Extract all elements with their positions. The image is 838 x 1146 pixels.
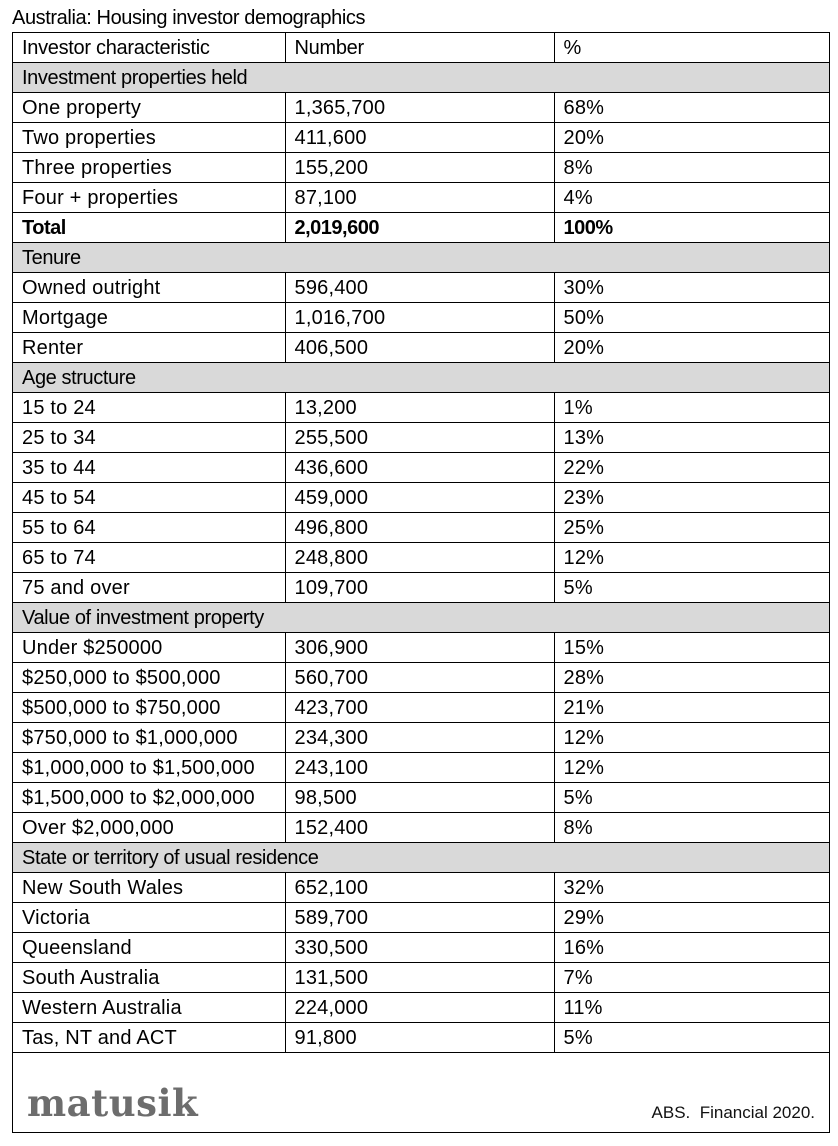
row-percent: 1%: [554, 393, 829, 423]
matusik-logo: matusik: [27, 1081, 199, 1125]
row-label: $250,000 to $500,000: [13, 663, 285, 693]
row-number: 652,100: [285, 873, 554, 903]
row-number: 91,800: [285, 1023, 554, 1053]
table-row: [13, 633, 829, 663]
total-label: Total: [13, 213, 285, 243]
table-row: [13, 933, 829, 963]
row-number: 330,500: [285, 933, 554, 963]
table-row: [13, 753, 829, 783]
table-row: [13, 543, 829, 573]
section-header-row: [13, 603, 829, 633]
row-number: 560,700: [285, 663, 554, 693]
row-label: Mortgage: [13, 303, 285, 333]
row-label: One property: [13, 93, 285, 123]
table-row: [13, 333, 829, 363]
total-percent: 100%: [554, 213, 829, 243]
row-percent: 22%: [554, 453, 829, 483]
row-label: Owned outright: [13, 273, 285, 303]
row-number: 1,016,700: [285, 303, 554, 333]
row-number: 131,500: [285, 963, 554, 993]
row-percent: 11%: [554, 993, 829, 1023]
table-row: [13, 123, 829, 153]
row-label: $1,000,000 to $1,500,000: [13, 753, 285, 783]
table-row: [13, 183, 829, 213]
row-label: Queensland: [13, 933, 285, 963]
section-header-row: [13, 63, 829, 93]
row-label: 65 to 74: [13, 543, 285, 573]
row-number: 98,500: [285, 783, 554, 813]
row-percent: 15%: [554, 633, 829, 663]
row-label: $750,000 to $1,000,000: [13, 723, 285, 753]
row-percent: 20%: [554, 123, 829, 153]
table-row: [13, 513, 829, 543]
row-number: 1,365,700: [285, 93, 554, 123]
row-label: $1,500,000 to $2,000,000: [13, 783, 285, 813]
row-label: Two properties: [13, 123, 285, 153]
table-row: [13, 483, 829, 513]
section-title-state: State or territory of usual residence: [13, 843, 829, 873]
row-number: 152,400: [285, 813, 554, 843]
row-percent: 30%: [554, 273, 829, 303]
row-label: 15 to 24: [13, 393, 285, 423]
table-row: [13, 993, 829, 1023]
row-percent: 7%: [554, 963, 829, 993]
row-number: 496,800: [285, 513, 554, 543]
row-number: 423,700: [285, 693, 554, 723]
row-number: 596,400: [285, 273, 554, 303]
row-percent: 5%: [554, 783, 829, 813]
row-label: Over $2,000,000: [13, 813, 285, 843]
section-header-row: [13, 843, 829, 873]
row-percent: 12%: [554, 753, 829, 783]
table-row: [13, 663, 829, 693]
section-header-row: [13, 243, 829, 273]
row-percent: 12%: [554, 543, 829, 573]
row-label: 55 to 64: [13, 513, 285, 543]
column-header-percent: %: [554, 33, 829, 63]
row-percent: 5%: [554, 1023, 829, 1053]
source-note: ABS. Financial 2020.: [651, 1103, 815, 1122]
table-row: [13, 723, 829, 753]
section-title-age: Age structure: [13, 363, 829, 393]
row-number: 248,800: [285, 543, 554, 573]
row-label: Under $250000: [13, 633, 285, 663]
row-percent: 50%: [554, 303, 829, 333]
row-number: 406,500: [285, 333, 554, 363]
column-header-number: Number: [285, 33, 554, 63]
row-number: 13,200: [285, 393, 554, 423]
column-header-characteristic: Investor characteristic: [13, 33, 285, 63]
row-percent: 13%: [554, 423, 829, 453]
row-percent: 8%: [554, 153, 829, 183]
row-number: 224,000: [285, 993, 554, 1023]
row-label: 75 and over: [13, 573, 285, 603]
table-row: [13, 453, 829, 483]
row-number: 87,100: [285, 183, 554, 213]
row-label: 35 to 44: [13, 453, 285, 483]
row-label: New South Wales: [13, 873, 285, 903]
row-percent: 21%: [554, 693, 829, 723]
row-number: 255,500: [285, 423, 554, 453]
table-row: [13, 93, 829, 123]
table-row: [13, 963, 829, 993]
row-label: 45 to 54: [13, 483, 285, 513]
row-number: 411,600: [285, 123, 554, 153]
row-label: Three properties: [13, 153, 285, 183]
row-number: 436,600: [285, 453, 554, 483]
row-number: 459,000: [285, 483, 554, 513]
total-number: 2,019,600: [285, 213, 554, 243]
table-row: [13, 873, 829, 903]
row-percent: 4%: [554, 183, 829, 213]
row-number: 306,900: [285, 633, 554, 663]
table-row: [13, 393, 829, 423]
row-label: 25 to 34: [13, 423, 285, 453]
row-label: Western Australia: [13, 993, 285, 1023]
row-percent: 12%: [554, 723, 829, 753]
row-label: Tas, NT and ACT: [13, 1023, 285, 1053]
table-row: [13, 303, 829, 333]
row-number: 589,700: [285, 903, 554, 933]
row-number: 109,700: [285, 573, 554, 603]
row-label: Four + properties: [13, 183, 285, 213]
table-row: [13, 903, 829, 933]
row-label: Renter: [13, 333, 285, 363]
row-percent: 29%: [554, 903, 829, 933]
table-row: [13, 813, 829, 843]
table-row: [13, 573, 829, 603]
table-row: [13, 273, 829, 303]
page-title: Australia: Housing investor demographics: [12, 7, 366, 29]
row-number: 243,100: [285, 753, 554, 783]
row-percent: 25%: [554, 513, 829, 543]
row-percent: 68%: [554, 93, 829, 123]
section-header-row: [13, 363, 829, 393]
row-number: 155,200: [285, 153, 554, 183]
row-label: $500,000 to $750,000: [13, 693, 285, 723]
table-row: [13, 423, 829, 453]
row-number: 234,300: [285, 723, 554, 753]
table-row: [13, 153, 829, 183]
section-title-properties: Investment properties held: [13, 63, 829, 93]
row-percent: 8%: [554, 813, 829, 843]
table-row: [13, 783, 829, 813]
table-header-row: [13, 33, 829, 63]
demographics-table-frame: [12, 32, 830, 1133]
row-percent: 23%: [554, 483, 829, 513]
row-label: South Australia: [13, 963, 285, 993]
row-percent: 32%: [554, 873, 829, 903]
table-row: [13, 693, 829, 723]
demographics-table: [13, 33, 829, 1053]
row-percent: 28%: [554, 663, 829, 693]
table-footer: [13, 1068, 829, 1132]
section-title-value: Value of investment property: [13, 603, 829, 633]
total-row: [13, 213, 829, 243]
row-label: Victoria: [13, 903, 285, 933]
row-percent: 16%: [554, 933, 829, 963]
row-percent: 20%: [554, 333, 829, 363]
table-row: [13, 1023, 829, 1053]
row-percent: 5%: [554, 573, 829, 603]
section-title-tenure: Tenure: [13, 243, 829, 273]
